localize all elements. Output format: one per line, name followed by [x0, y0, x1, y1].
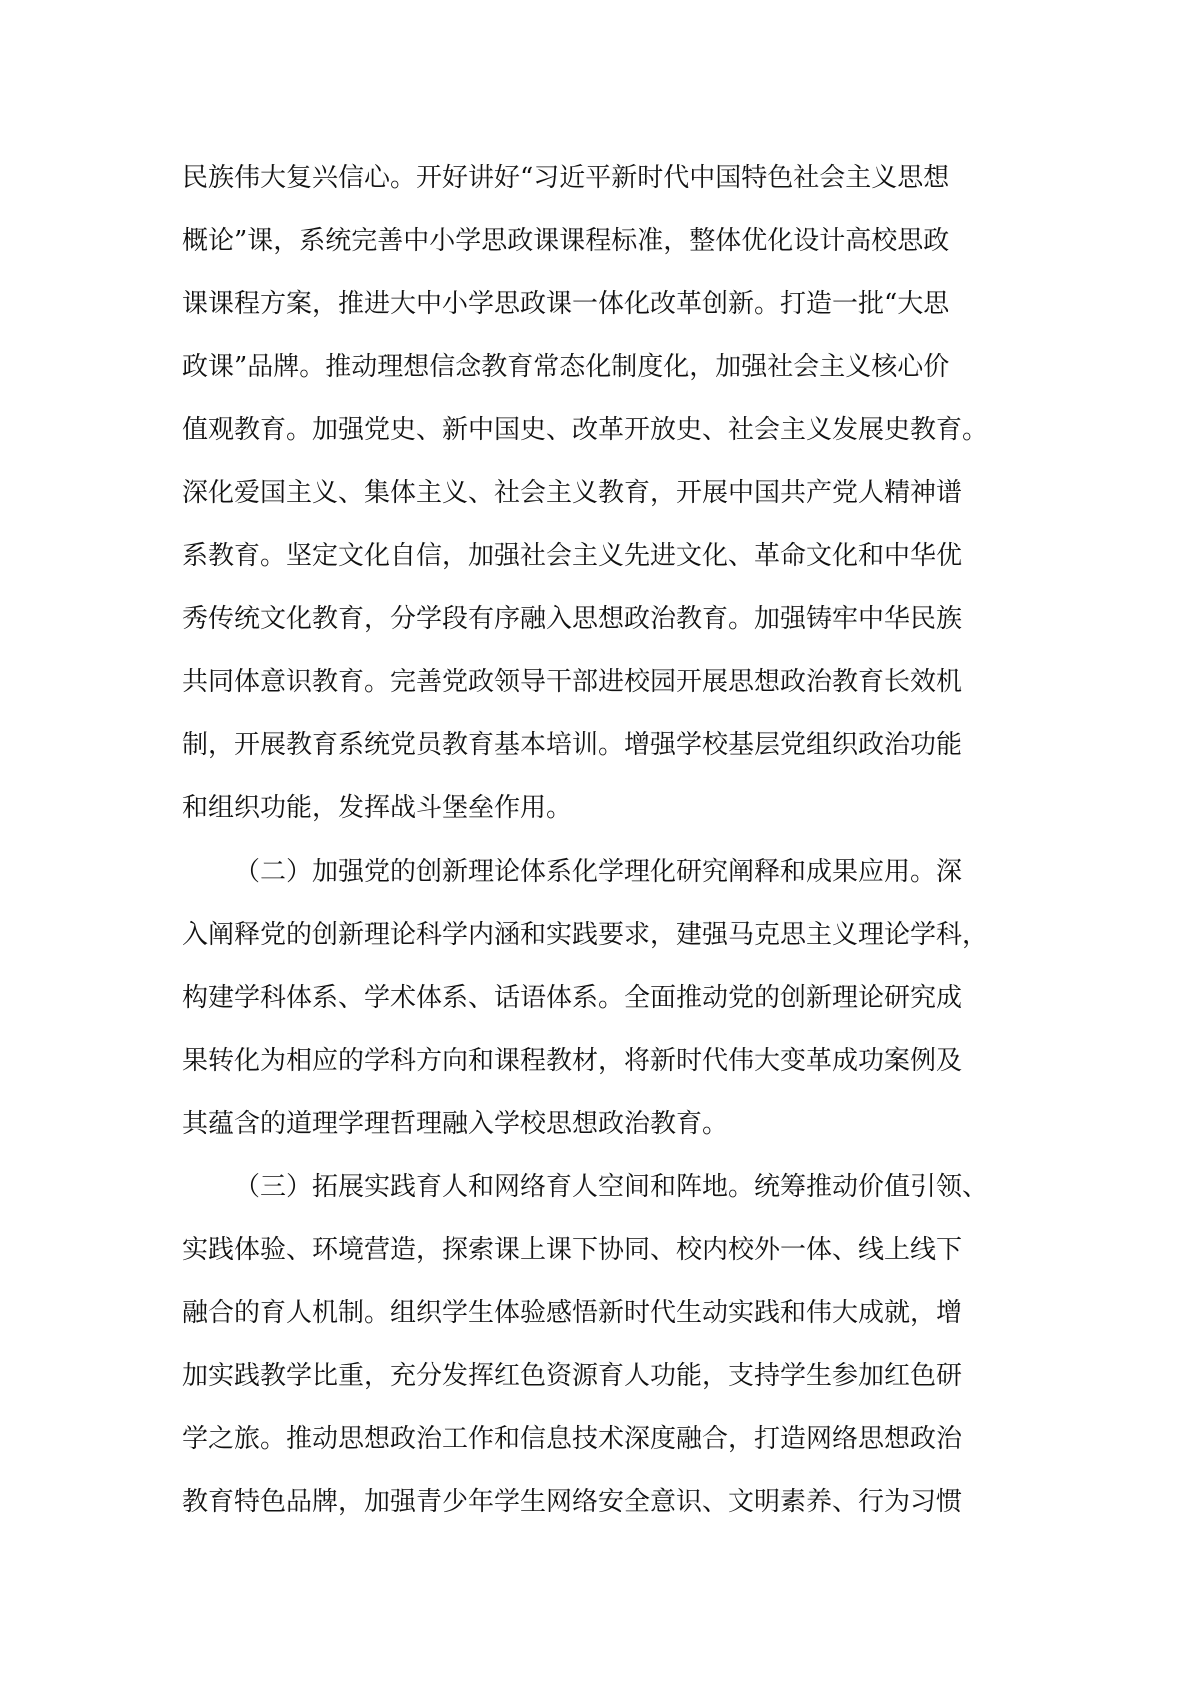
- text-line: 共同体意识教育。完善党政领导干部进校园开展思想政治教育长效机: [182, 667, 963, 697]
- text-line: 入阐释党的创新理论科学内涵和实践要求，建强马克思主义理论学科，: [182, 920, 989, 950]
- text-line: 学之旅。推动思想政治工作和信息技术深度融合，打造网络思想政治: [182, 1424, 963, 1454]
- text-line: 和组织功能，发挥战斗堡垒作用。: [182, 793, 573, 823]
- text-line: （三）拓展实践育人和网络育人空间和阵地。统筹推动价值引领、: [234, 1172, 989, 1202]
- text-line: 加实践教学比重，充分发挥红色资源育人功能，支持学生参加红色研: [182, 1361, 963, 1391]
- text-line: 教育特色品牌，加强青少年学生网络安全意识、文明素养、行为习惯: [182, 1487, 963, 1517]
- text-line: 政课”品牌。推动理想信念教育常态化制度化，加强社会主义核心价: [182, 352, 950, 382]
- text-line: （二）加强党的创新理论体系化学理化研究阐释和成果应用。深: [234, 857, 963, 887]
- text-line: 秀传统文化教育，分学段有序融入思想政治教育。加强铸牢中华民族: [182, 604, 963, 634]
- text-line: 果转化为相应的学科方向和课程教材，将新时代伟大变革成功案例及: [182, 1046, 963, 1076]
- text-line: 制，开展教育系统党员教育基本培训。增强学校基层党组织政治功能: [182, 730, 963, 760]
- text-line: 系教育。坚定文化自信，加强社会主义先进文化、革命文化和中华优: [182, 541, 963, 571]
- text-line: 概论”课，系统完善中小学思政课课程标准，整体优化设计高校思政: [182, 226, 950, 256]
- text-line: 课课程方案，推进大中小学思政课一体化改革创新。打造一批“大思: [182, 289, 950, 319]
- text-line: 实践体验、环境营造，探索课上课下协同、校内校外一体、线上线下: [182, 1235, 963, 1265]
- text-line: 构建学科体系、学术体系、话语体系。全面推动党的创新理论研究成: [182, 983, 963, 1013]
- text-line: 深化爱国主义、集体主义、社会主义教育，开展中国共产党人精神谱: [182, 478, 963, 508]
- text-line: 值观教育。加强党史、新中国史、改革开放史、社会主义发展史教育。: [182, 415, 989, 445]
- text-line: 其蕴含的道理学理哲理融入学校思想政治教育。: [182, 1109, 729, 1139]
- text-line: 融合的育人机制。组织学生体验感悟新时代生动实践和伟大成就，增: [182, 1298, 963, 1328]
- text-line: 民族伟大复兴信心。开好讲好“习近平新时代中国特色社会主义思想: [182, 163, 950, 193]
